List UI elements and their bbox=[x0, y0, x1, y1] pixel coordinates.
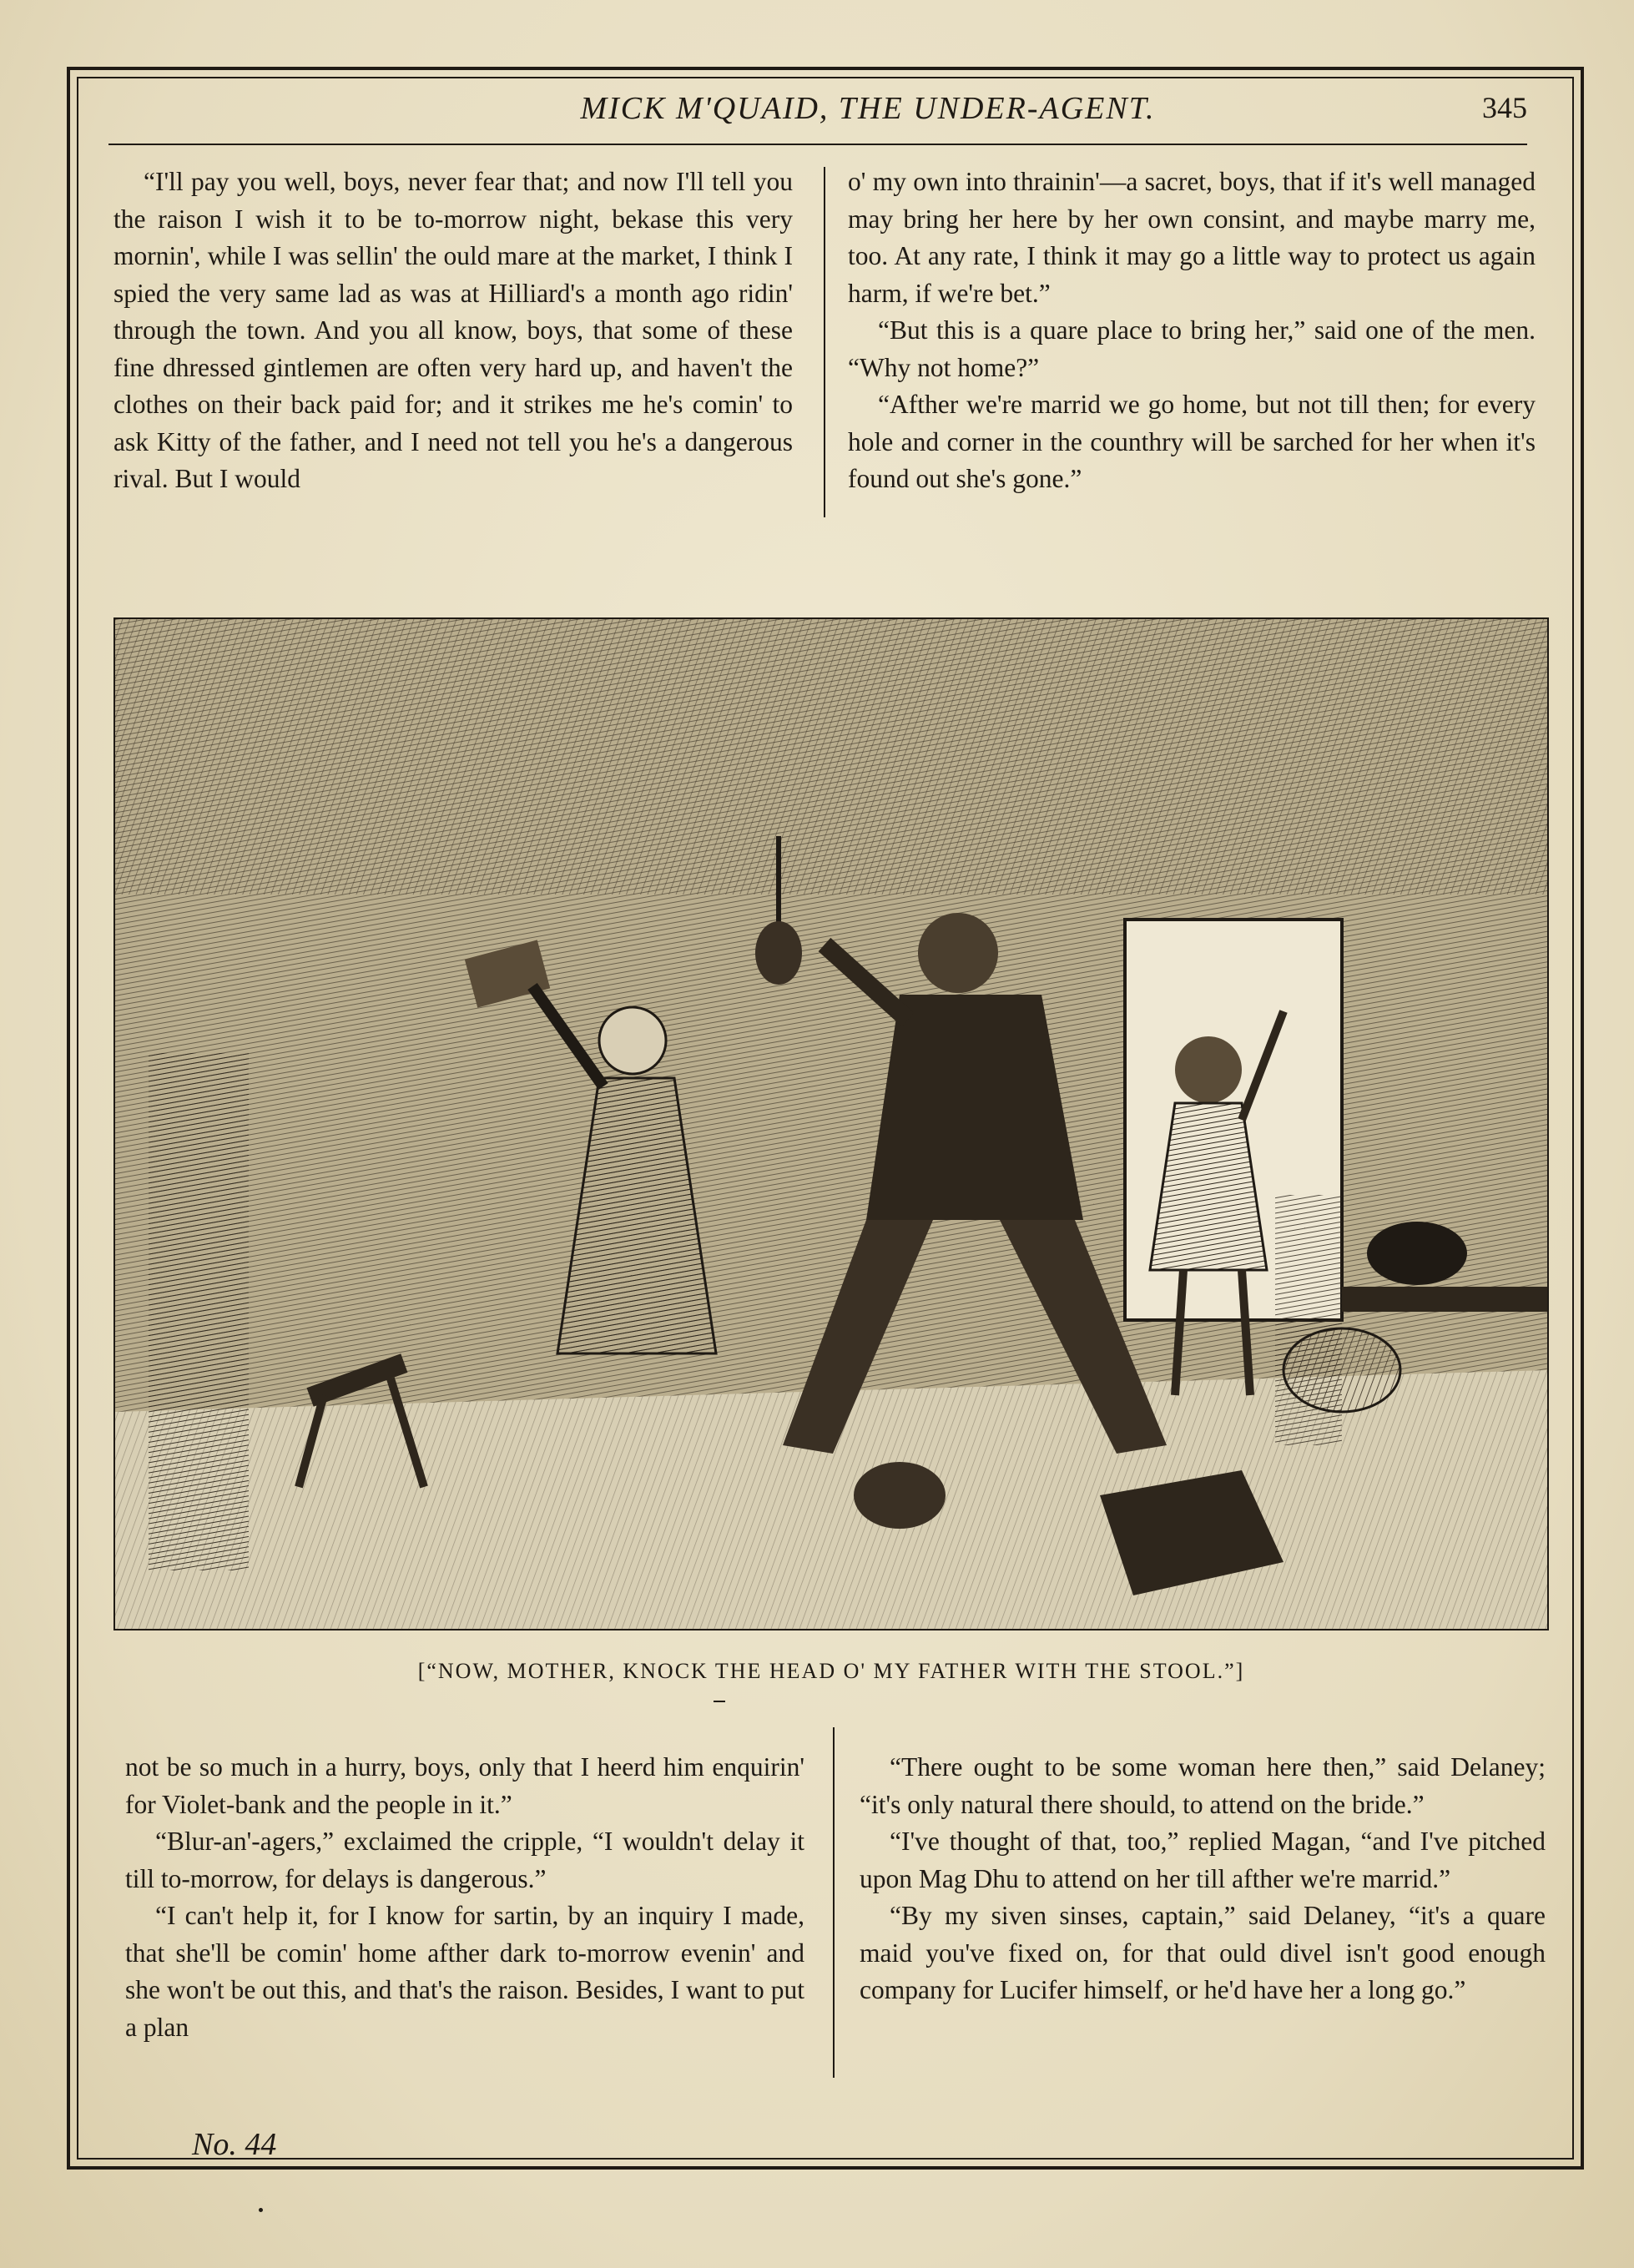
engraving-illustration bbox=[113, 617, 1549, 1630]
top-left-column bbox=[113, 164, 793, 498]
table bbox=[1342, 1287, 1547, 1312]
footer-dot bbox=[259, 2208, 263, 2212]
thatched-roof bbox=[115, 619, 1547, 895]
page-header bbox=[108, 90, 1527, 140]
running-title: MICK M'QUAID, THE UNDER-AGENT. bbox=[580, 91, 1156, 126]
fallen-jug bbox=[854, 1462, 946, 1529]
hanging-pot bbox=[755, 921, 802, 985]
bottom-right-column bbox=[860, 1749, 1546, 2009]
paragraph: “By my siven sinses, captain,” said Delaney, “it's a quare maid you've fixed on, for that ould divel isn't good enough company for Lucifer himself, or he'd have her a long go.” bbox=[860, 1901, 1546, 2004]
bottom-left-column bbox=[125, 1749, 804, 2046]
signature-mark: No. 44 bbox=[192, 2127, 277, 2162]
illustration-caption: [“NOW, MOTHER, KNOCK THE HEAD O' MY FATHER WITH THE STOOL.”] bbox=[417, 1659, 1245, 1683]
paragraph: “But this is a quare place to bring her,” said one of the men. “Why not home?” bbox=[848, 315, 1536, 382]
paragraph: not be so much in a hurry, boys, only that I heerd him enquirin' for Violet-bank and the people in it.” bbox=[125, 1752, 804, 1819]
column-divider-top bbox=[824, 167, 825, 517]
cat bbox=[1367, 1222, 1467, 1285]
caption-dash bbox=[714, 1701, 725, 1702]
header-rule bbox=[108, 144, 1527, 145]
page-number: 345 bbox=[1482, 91, 1527, 124]
paragraph: “I'll pay you well, boys, never fear that; and now I'll tell you the raison I wish it to be to-morrow night, bekase this very mornin', while I was sellin' the ould mare at the market, I think I spied the very same lad as was at Hilliard's a month ago ridin' through the town. And you all know, boys, that some of these fine dhressed gintlemen are often very hard up, and haven't the clothes on their back paid for; and it strikes me he's comin' to ask Kitty of the father, and I need not tell you he's a dangerous rival. But I would bbox=[113, 167, 793, 493]
paragraph: “Blur-an'-agers,” exclaimed the cripple, “I wouldn't delay it till to-morrow, for delays is dangerous.” bbox=[125, 1827, 804, 1893]
paragraph: “I've thought of that, too,” replied Magan, “and I've pitched upon Mag Dhu to attend on her till afther we're marrid.” bbox=[860, 1827, 1546, 1893]
paragraph: “There ought to be some woman here then,” said Delaney; “it's only natural there should, to attend on the bride.” bbox=[860, 1752, 1546, 1819]
paragraph: o' my own into thrainin'—a sacret, boys, that if it's well managed may bring her here by her own consint, and maybe marry me, too. At any rate, I think it may go a little way to protect us again harm, if we're bet.” bbox=[848, 167, 1536, 308]
engraving-scene bbox=[115, 619, 1547, 1629]
paragraph: “Afther we're marrid we go home, but not till then; for every hole and corner in the counthry will be sarched for her when it's found out she's gone.” bbox=[848, 390, 1536, 493]
basket bbox=[1283, 1328, 1400, 1412]
wall-post bbox=[149, 1053, 249, 1570]
top-right-column bbox=[848, 164, 1536, 498]
column-divider-bottom bbox=[833, 1727, 835, 2078]
paragraph: “I can't help it, for I know for sartin, by an inquiry I made, that she'll be comin' home afther dark to-morrow evenin' and she won't be out this, and that's the raison. Besides, I want to put a plan bbox=[125, 1901, 804, 2042]
